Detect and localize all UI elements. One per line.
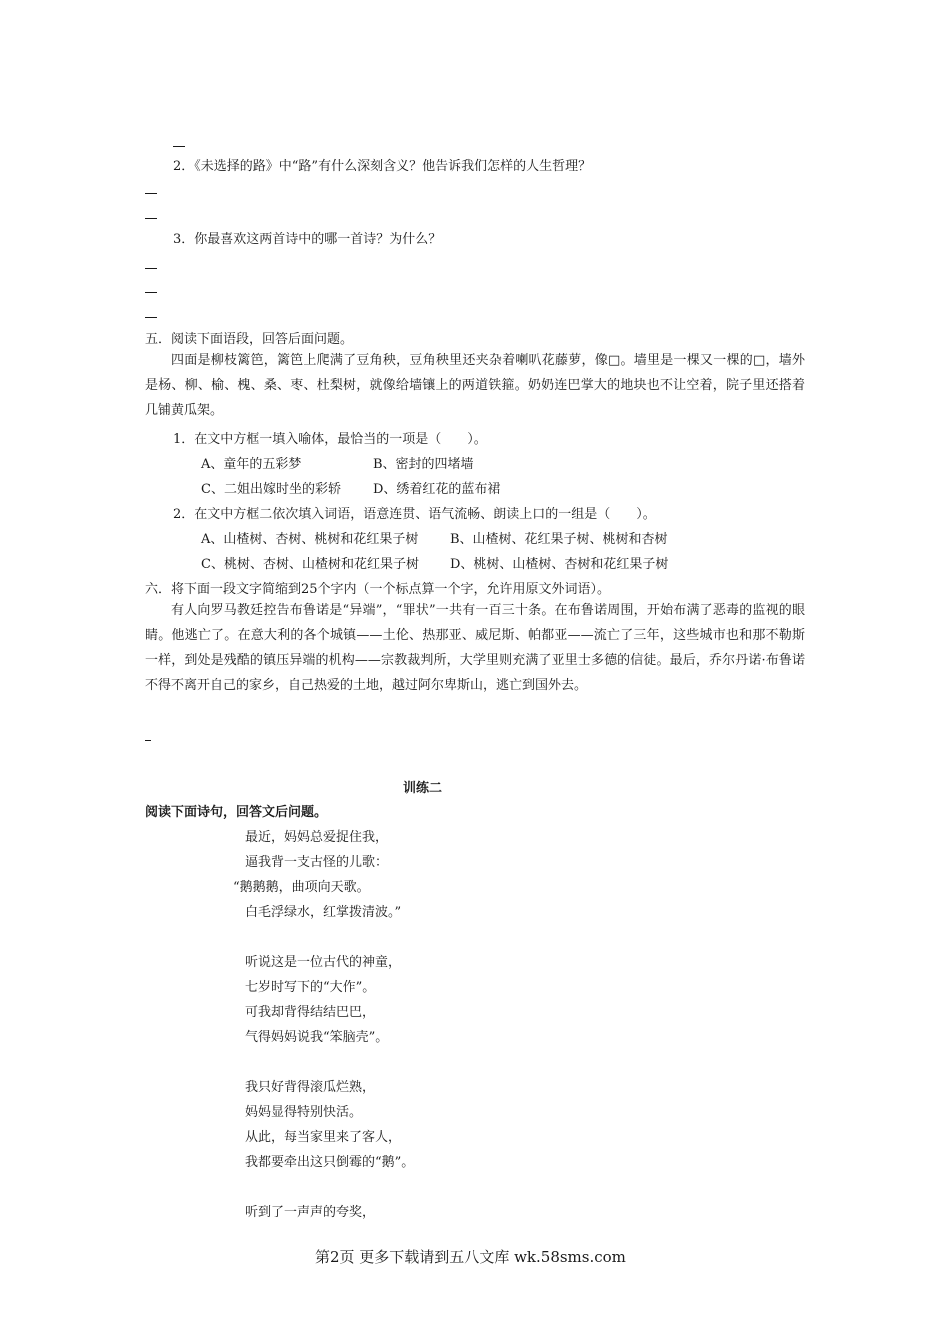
poem-line: 可我却背得结结巴巴， bbox=[245, 1005, 376, 1020]
poem-line: 气得妈妈说我“笨脑壳”。 bbox=[245, 1030, 389, 1045]
poem-line: 我只好背得滚瓜烂熟， bbox=[245, 1080, 376, 1095]
section-5-heading: 五．阅读下面语段，回答后面问题。 bbox=[145, 332, 354, 347]
section-5-passage: 四面是柳枝篱笆，篱笆上爬满了豆角秧，豆角秧里还夹杂着喇叭花藤萝，像□。墙里是一棵又一棵的□，墙外是杨、柳、榆、槐、桑、枣、杜梨树，就像给墙镶上的两道铁箍。奶奶连巴掌大的地块也不让空着，院子里还搭着几铺黄瓜架。 bbox=[145, 353, 805, 418]
section-6-passage: 有人向罗马教廷控告布鲁诺是“异端”，“罪状”一共有一百三十条。在布鲁诺周围，开始布满了恶毒的监视的眼睛。他逃亡了。在意大利的各个城镇——土伦、热那亚、威尼斯、帕都亚——流亡了三年，这些城市也和那不勒斯一样，到处是残酷的镇压异端的机构——宗教裁判所，大学里则充满了亚里士多德的信徒。最后，乔尔丹诺·布鲁诺不得不离开自己的家乡，自己热爱的土地，越过阿尔卑斯山，逃亡到国外去。 bbox=[145, 603, 805, 693]
option-c: C、桃树、杏树、山楂树和花红果子树 bbox=[201, 557, 419, 572]
answer-line bbox=[145, 218, 157, 219]
poem-line: 白毛浮绿水，红掌拨清波。” bbox=[245, 905, 402, 920]
poem-line: 逼我背一支古怪的儿歌： bbox=[245, 855, 389, 870]
poem-line: 从此，每当家里来了客人， bbox=[245, 1130, 402, 1145]
answer-line bbox=[145, 740, 151, 741]
section-6-heading: 六．将下面一段文字简缩到25个字内（一个标点算一个字，允许用原文外词语）。 bbox=[145, 582, 611, 597]
option-b: B、山楂树、花红果子树、桃树和杏树 bbox=[450, 532, 668, 547]
section-5-question-2: 2．在文中方框二依次填入词语，语意连贯、语气流畅、朗读上口的一组是（ ）。 bbox=[173, 507, 656, 522]
poem-line: 我都要牵出这只倒霉的“鹅”。 bbox=[245, 1155, 415, 1170]
page-footer: 第2页 更多下载请到五八文库 wk.58sms.com bbox=[315, 1248, 626, 1266]
poem-line: 听说这是一位古代的神童， bbox=[245, 955, 402, 970]
section-5-question-1: 1．在文中方框一填入喻体，最恰当的一项是（ ）。 bbox=[173, 432, 487, 447]
poem-line: 七岁时写下的“大作”。 bbox=[245, 980, 376, 995]
option-a: A、山楂树、杏树、桃树和花红果子树 bbox=[201, 532, 419, 547]
poem-line: 最近，妈妈总爱捉住我， bbox=[245, 830, 389, 845]
instruction: 阅读下面诗句，回答文后问题。 bbox=[145, 805, 328, 820]
option-a: A、童年的五彩梦 bbox=[201, 457, 302, 472]
section-title: 训练二 bbox=[403, 781, 443, 796]
answer-line bbox=[145, 317, 157, 318]
option-c: C、二姐出嫁时坐的彩轿 bbox=[201, 482, 341, 497]
poem-line: “鹅鹅鹅，曲项向天歌。 bbox=[233, 880, 370, 895]
question-2: 2．《未选择的路》中“路”有什么深刻含义？他告诉我们怎样的人生哲理？ bbox=[173, 159, 592, 174]
option-d: D、桃树、山楂树、杏树和花红果子树 bbox=[450, 557, 669, 572]
option-b: B、密封的四堵墙 bbox=[373, 457, 474, 472]
poem-line: 听到了一声声的夸奖， bbox=[245, 1205, 376, 1220]
question-3: 3．你最喜欢这两首诗中的哪一首诗？为什么？ bbox=[173, 232, 442, 247]
option-d: D、绣着红花的蓝布裙 bbox=[373, 482, 501, 497]
answer-line bbox=[145, 292, 157, 293]
answer-line bbox=[145, 193, 157, 194]
answer-line bbox=[173, 146, 185, 147]
answer-line bbox=[145, 268, 157, 269]
poem-line: 妈妈显得特别快活。 bbox=[245, 1105, 363, 1120]
